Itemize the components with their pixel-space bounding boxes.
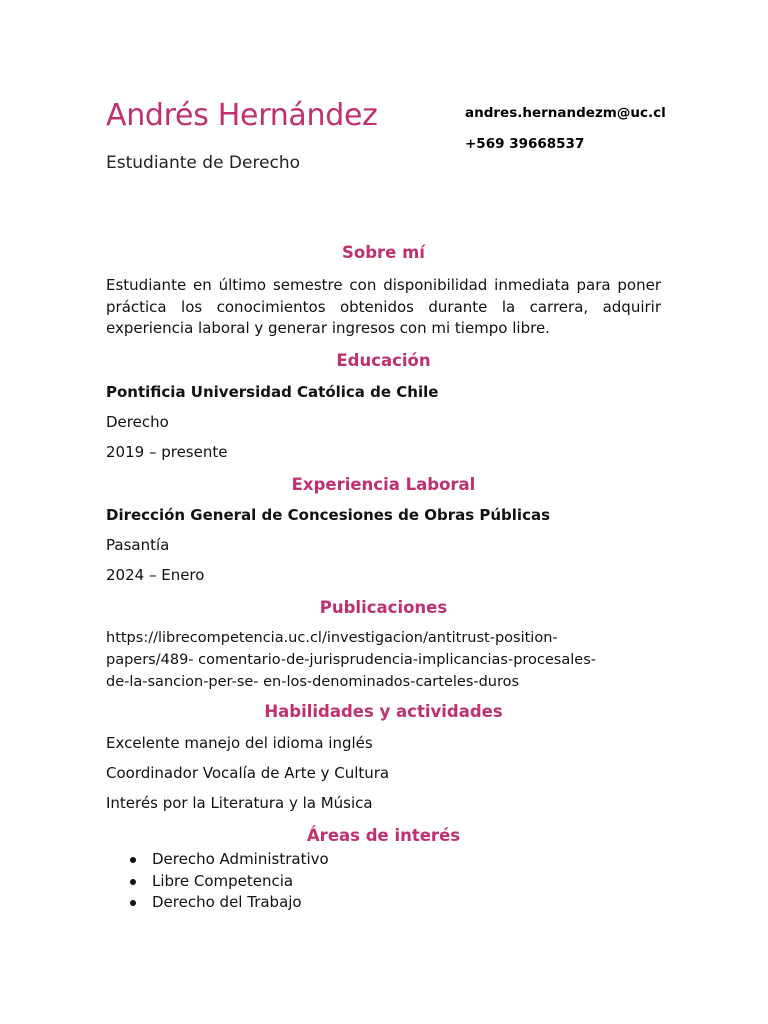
phone-number: +569 39668537 [465, 136, 585, 152]
list-item: Derecho del Trabajo [106, 892, 329, 914]
section-title-publicaciones: Publicaciones [319, 598, 448, 617]
experience-position: Pasantía [106, 536, 170, 554]
email-address[interactable]: andres.hernandezm@uc.cl [465, 105, 666, 121]
list-item: Libre Competencia [106, 871, 329, 893]
publication-link-line[interactable]: papers/489- comentario-de-jurisprudencia-implicancias-procesales- [106, 652, 596, 668]
experience-organization: Dirección General de Concesiones de Obras Públicas [106, 506, 551, 524]
skill-item: Excelente manejo del idioma inglés [106, 734, 373, 752]
areas-list [106, 849, 329, 914]
section-title-sobre-mi: Sobre mí [342, 243, 425, 262]
sobre-mi-text: Estudiante en último semestre con disponibilidad inmediata para poner práctica los conocimientos obtenidos durante la carrera, adquirir experiencia laboral y generar ingresos con mi tiempo libre. [106, 276, 661, 337]
experience-period: 2024 – Enero [106, 566, 205, 584]
publication-link-line[interactable]: de-la-sancion-per-se- en-los-denominados-carteles-duros [106, 674, 520, 690]
skill-item: Coordinador Vocalía de Arte y Cultura [106, 764, 390, 782]
education-program: Derecho [106, 413, 169, 431]
list-item: Derecho Administrativo [106, 849, 329, 871]
section-title-areas: Áreas de interés [306, 826, 461, 845]
section-title-habilidades: Habilidades y actividades [264, 702, 503, 721]
candidate-role: Estudiante de Derecho [106, 153, 301, 173]
section-title-experiencia: Experiencia Laboral [291, 475, 476, 494]
education-institution: Pontificia Universidad Católica de Chile [106, 383, 439, 401]
education-period: 2019 – presente [106, 443, 228, 461]
publication-link[interactable] [106, 627, 626, 693]
publication-link-line[interactable]: https://librecompetencia.uc.cl/investigacion/antitrust-position- [106, 630, 558, 646]
candidate-name: Andrés Hernández [106, 98, 378, 133]
section-title-educacion: Educación [336, 351, 431, 370]
skill-item: Interés por la Literatura y la Música [106, 794, 373, 812]
